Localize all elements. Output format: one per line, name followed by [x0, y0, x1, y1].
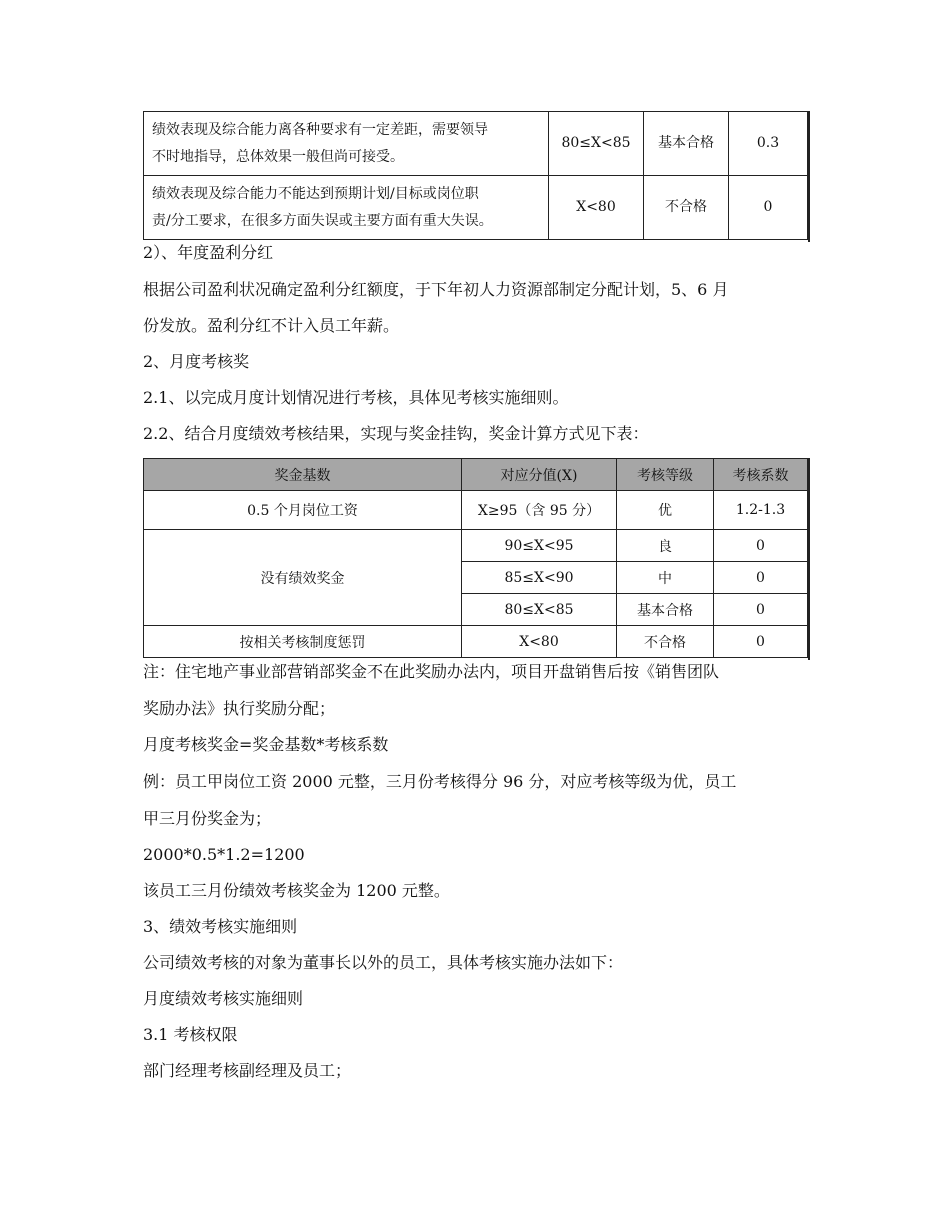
subheading: 3.1 考核权限 — [143, 1025, 238, 1044]
grade-level: 中 — [617, 562, 714, 594]
paragraph: 该员工三月份绩效考核奖金为 1200 元整。 — [143, 881, 450, 900]
table-header-row — [144, 459, 808, 491]
grade-coefficient: 1.2-1.3 — [714, 491, 808, 530]
bonus-table — [143, 458, 808, 658]
table-border-shadow — [808, 458, 810, 660]
grade-coefficient: 0 — [714, 594, 808, 626]
grade-coefficient: 0 — [714, 562, 808, 594]
grade-level: 良 — [617, 530, 714, 562]
paragraph: 2.1、以完成月度计划情况进行考核，具体见考核实施细则。 — [143, 388, 569, 407]
score-range: X<80 — [462, 626, 617, 658]
column-header: 考核系数 — [714, 459, 808, 491]
bonus-base: 0.5 个月岗位工资 — [144, 491, 462, 530]
grade-level: 不合格 — [644, 176, 729, 240]
calculation: 2000*0.5*1.2=1200 — [143, 845, 305, 864]
column-header: 奖金基数 — [144, 459, 462, 491]
bonus-base: 按相关考核制度惩罚 — [144, 626, 462, 658]
table-row — [144, 112, 808, 176]
performance-grade-table — [143, 111, 808, 240]
table-border-shadow — [808, 111, 810, 242]
example-paragraph: 甲三月份奖金为； — [143, 809, 272, 828]
table-row — [144, 530, 808, 562]
score-range: 90≤X<95 — [462, 530, 617, 562]
grade-level: 优 — [617, 491, 714, 530]
paragraph: 2.2、结合月度绩效考核结果，实现与奖金挂钩，奖金计算方式见下表： — [143, 424, 649, 443]
bonus-base: 没有绩效奖金 — [144, 530, 462, 626]
score-range: 80≤X<85 — [462, 594, 617, 626]
table-row — [144, 626, 808, 658]
note-paragraph: 奖励办法》执行奖励分配； — [143, 699, 336, 718]
grade-coefficient: 0.3 — [729, 112, 808, 176]
grade-level: 基本合格 — [644, 112, 729, 176]
grade-description: 绩效表现及综合能力离各种要求有一定差距，需要领导 不时地指导，总体效果一般但尚可接受。 — [144, 112, 549, 176]
column-header: 对应分值(X) — [462, 459, 617, 491]
column-header: 考核等级 — [617, 459, 714, 491]
score-range: 85≤X<90 — [462, 562, 617, 594]
heading-monthly-bonus: 2、月度考核奖 — [143, 352, 250, 371]
score-range: X≥95（含 95 分） — [462, 491, 617, 530]
subheading: 月度绩效考核实施细则 — [143, 989, 304, 1008]
score-range: 80≤X<85 — [549, 112, 644, 176]
grade-coefficient: 0 — [714, 626, 808, 658]
grade-level: 基本合格 — [617, 594, 714, 626]
table-row — [144, 176, 808, 240]
table-row — [144, 491, 808, 530]
grade-description: 绩效表现及综合能力不能达到预期计划/目标或岗位职 责/分工要求，在很多方面失误或主要方面有重大失误。 — [144, 176, 549, 240]
grade-coefficient: 0 — [714, 530, 808, 562]
paragraph: 份发放。盈利分红不计入员工年薪。 — [143, 316, 400, 335]
grade-coefficient: 0 — [729, 176, 808, 240]
example-paragraph: 例：员工甲岗位工资 2000 元整，三月份考核得分 96 分，对应考核等级为优，员工 — [143, 772, 737, 791]
heading-annual-profit: 2）、年度盈利分红 — [143, 243, 274, 262]
note-paragraph: 注：住宅地产事业部营销部奖金不在此奖励办法内，项目开盘销售后按《销售团队 — [143, 662, 720, 681]
heading-implementation: 3、绩效考核实施细则 — [143, 917, 298, 936]
grade-level: 不合格 — [617, 626, 714, 658]
score-range: X<80 — [549, 176, 644, 240]
paragraph: 公司绩效考核的对象为董事长以外的员工，具体考核实施办法如下： — [143, 953, 624, 972]
paragraph: 根据公司盈利状况确定盈利分红额度，于下年初人力资源部制定分配计划，5、6 月 — [143, 280, 729, 299]
paragraph: 部门经理考核副经理及员工； — [143, 1061, 352, 1080]
formula: 月度考核奖金=奖金基数*考核系数 — [143, 735, 389, 754]
